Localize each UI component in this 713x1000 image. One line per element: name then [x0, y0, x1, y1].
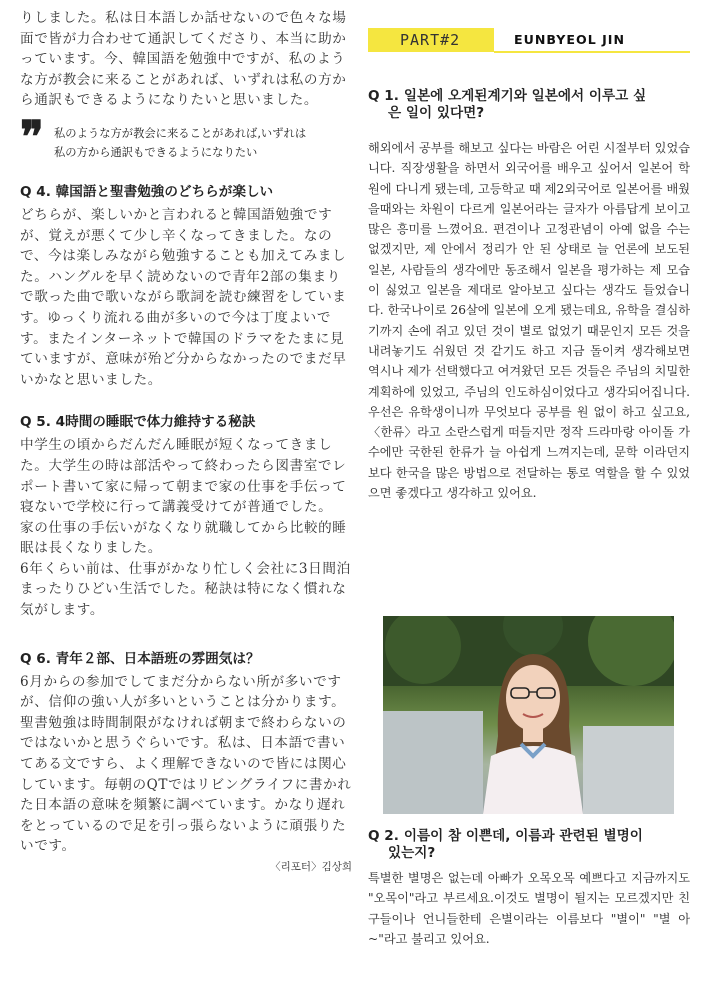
q2-answer: 특별한 별명은 없는데 아빠가 오목오목 예쁘다고 지금까지도 "오목이"라고 부르세요.이것도 별명이 될지는 모르겠지만 친구들이나 언니들한테 은별이라는 이름보다 "별이" "별 아~"라고 불리고 있어요. [368, 871, 690, 946]
q6-title: Q 6. 青年２部、日本語班の雰囲気は？ [20, 650, 260, 667]
part-header-rule [494, 51, 690, 53]
quote-line-1: 私のような方が教会に来ることがあれば,いずれは [54, 126, 307, 140]
q1-title-line-1: 일본에 오게된계기와 일본에서 이루고 싶 [403, 88, 647, 104]
portrait-illustration [383, 616, 674, 814]
q2-title [368, 828, 690, 862]
q5-answer-1: 中学生の頃からだんだん睡眠が短くなってきました。大学生の時は部活やって終わったら図書室でレポート書いて家に帰って朝まで家の仕事を手伝って寝ないで学校に行って講義受けてが普通でした。 [20, 437, 347, 516]
interviewee-photo [383, 616, 674, 814]
q4-answer: どちらが、楽しいかと言われると韓国語勉強ですが、覚えが悪くて少し辛くなってきました。なので、今は楽しみながら勉強することも加えてみました。ハングルを早く読めないので青年2部の集まりで歌った曲で歌いながら歌詞を読む練習をしています。ゆっくり流れる曲が多いので今は丁度よいです。またインターネットで韓国のドラマをたまに見ていますが、意味が殆ど分からなかったのでまだ早いかなと思いました。 [20, 206, 347, 388]
q2-number: Q 2. [368, 828, 399, 844]
quote-line-2: 私の方から通訳もできるようになりたい [54, 145, 258, 159]
q2-title-line-2: 있는지? [388, 845, 436, 861]
part-label: PART#2 [400, 31, 461, 49]
right-column-q1 [368, 88, 690, 503]
pull-quote [20, 111, 352, 163]
q1-title-line-2: 은 일이 있다면? [388, 105, 485, 121]
q1-number: Q 1. [368, 88, 399, 104]
q6-answer: 6月からの参加でしてまだ分からない所が多いですが、信仰の強い人が多いということは分かります。聖書勉強は時間制限がなければ朝まで終わらないのではないかと思うぐらいです。私は、日本語で書いてある文ですら、よく理解できないので皆には関心しています。毎朝のQTではリビングライフに書かれた日本語の意味を頻繁に調べています。かなり遅れをとっているので足を引っ張らないように頑張りたいです。 [20, 673, 352, 855]
reporter-credit: 〈리포터〉김상희 [270, 861, 352, 873]
q4-title: Q 4. 韓国語と聖書勉強のどちらが楽しい [20, 183, 274, 200]
right-column-q2 [368, 828, 690, 949]
q5-answer-3: 6年くらい前は、仕事がかなり忙しく会社に3日間泊まったりひどい生活でした。秘訣は特になく慣れな気がします。 [20, 560, 351, 619]
interviewee-name: EUNBYEOL JIN [514, 32, 626, 47]
q1-title [368, 88, 690, 122]
q5-answer-2: 家の仕事の手伝いがなくなり就職してから比較的睡眠は長くなりました。 [20, 519, 347, 557]
q5-title: Q 5. 4時間の睡眠で体力維持する秘訣 [20, 414, 256, 431]
quote-icon: ❞ [20, 111, 44, 163]
q1-answer: 해외에서 공부를 해보고 싶다는 바람은 어린 시절부터 있었습니다. 직장생활을 하면서 외국어를 배우고 싶어서 일본어 학원에 다니게 됐는데, 고등학교 때 제2외국어로 일본어를 배웠을때와는 차원이 다르게 일본어라는 글자가 아름답게 보이고 많은 흥미를 느꼈어요. 편견이나 고정관념이 아예 없을 수는 없겠지만, 제 안에서 정리가 안 된 상태로 늘 언론에 보도된 일본, 사람들의 생각에만 동조해서 일본을 평가하는 제 모습이 싫었고 일본을 제대로 알아보고 싶다는 생각도 들었습니다. 한국나이로 26살에 일본에 오게 됐는데요, 유학을 결심하기까지 손에 쥐고 있던 것이 별로 없었기 때문인지 모든 것을 내려놓기도 쉬웠던 것 같기도 하고 지금 돌이켜 생각해보면 역시나 제가 선택했다고 여겨왔던 모든 것들은 주님의 치밀한 계획하에 있었고, 주님의 인도하심이었다고 생각되어집니다. 우선은 유학생이니까 무엇보다 공부를 원 없이 하고 싶고요, 〈한류〉라고 소란스럽게 떠들지만 정작 드라마랑 아이돌 가수에만 국한된 한류가 늘 아쉽게 느껴지는데, 문학 이라던지 보다 한국을 많은 방법으로 전달하는 통로 역할을 할 수 있었으면 좋겠다고 생각하고 있어요. [368, 141, 690, 501]
intro-paragraph: りしました。私は日本語しか話せないので色々な場面で皆が力合わせて通訳してくださり、本当に助かっています。今、韓国語を勉強中ですが、私のような方が教会に来ることがあれば、いずれは私の方から通訳もできるようになりたいと思いました。 [20, 10, 347, 109]
q2-title-line-1: 이름이 참 이쁜데, 이름과 관련된 별명이 [403, 828, 643, 844]
left-column [20, 8, 352, 874]
